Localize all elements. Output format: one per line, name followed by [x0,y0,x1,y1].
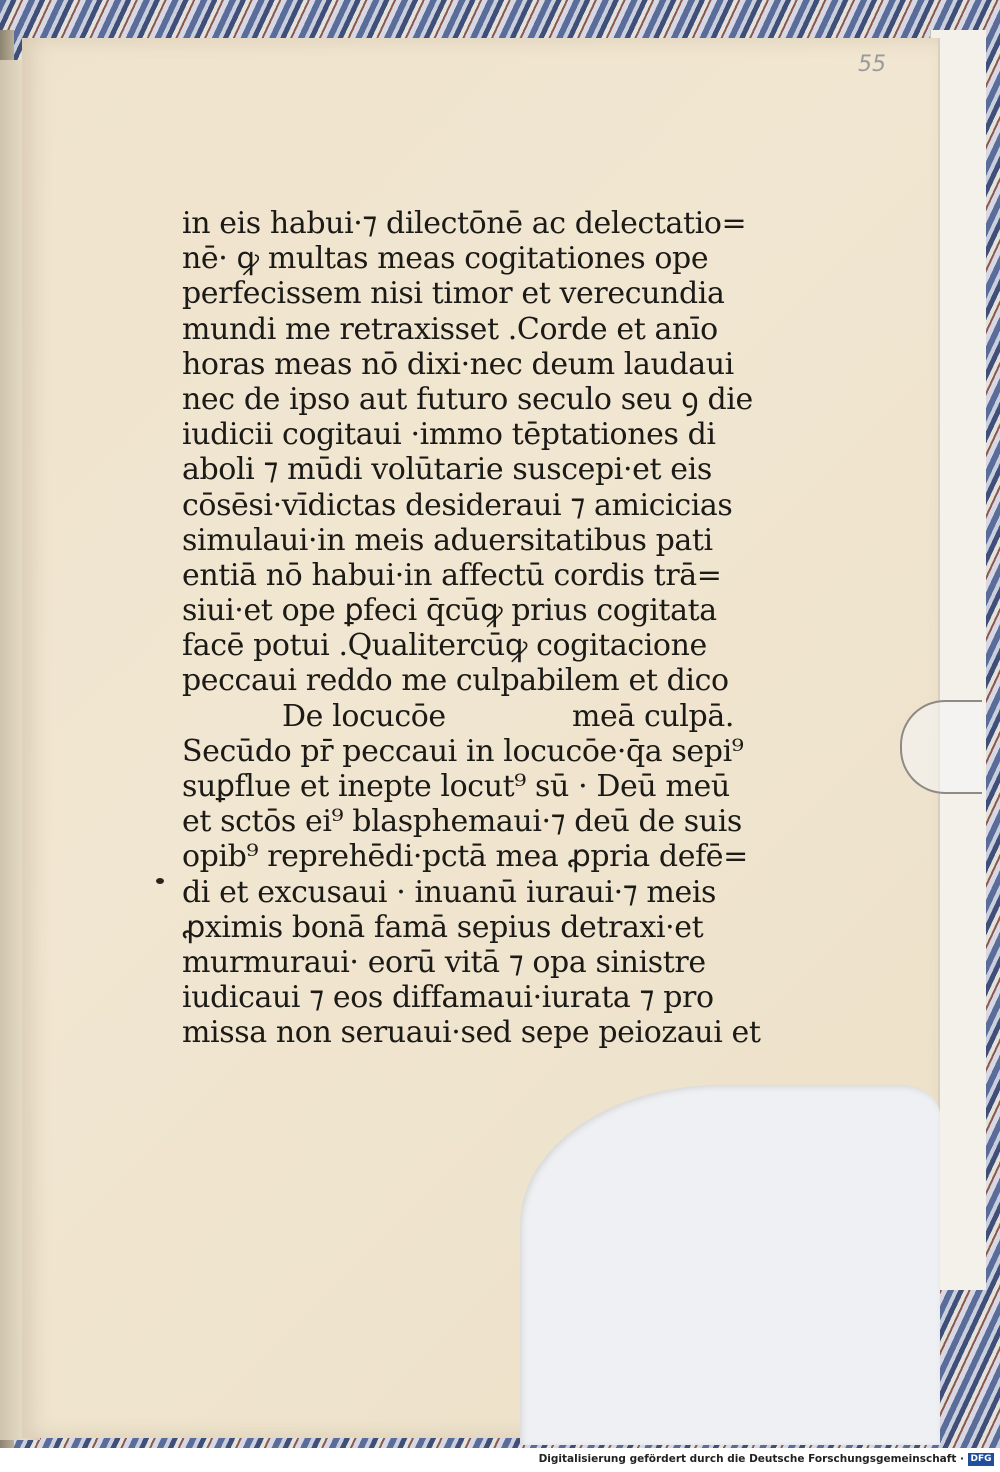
text-line: simulaui·in meis aduersitatibus pati [182,522,713,558]
paper-clip [900,700,982,794]
text-line: siui·et ope ꝑfeci q̄cūꝙ prius cogitata [182,593,717,629]
text-line: suꝑflue et inepte locut⁹ sū · Deū meū [182,769,730,804]
text-line: entiā nō habui·in affectū cordis trā= [182,557,722,593]
text-line: aboli ⁊ mūdi volūtarie suscepi·et eis [182,452,712,488]
text-line: perfecissem nisi timor et verecundia [182,276,725,312]
text-line: iudicaui ⁊ eos diffamaui·iurata ⁊ pro [182,980,714,1016]
section-heading-left: De locucōe [282,698,446,734]
text-line: Secūdo pr̄ peccaui in locucōe·q̄a sepi⁹ [182,733,744,769]
section-heading-right: meā culpā. [572,698,734,734]
footer-bar [0,1448,1000,1472]
text-line: horas meas nō dixi·nec deum laudaui [182,346,734,382]
text-line: iudicii cogitaui ·immo tēptationes di [182,417,716,453]
text-line: murmuraui· eorū vitā ⁊ opa sinistre [182,944,706,980]
text-line: cōsēsi·vīdictas desideraui ⁊ amicicias [182,487,733,523]
text-line: opib⁹ reprehēdi·pctā mea ꝓpria defē= [182,839,748,875]
dfg-logo: DFG [968,1453,994,1466]
text-line: missa non seruaui·sed sepe peiozaui et [182,1015,761,1051]
text-line: et sctōs ei⁹ blasphemaui·⁊ deū de suis [182,804,742,840]
text-line: peccaui reddo me culpabilem et dico [182,663,729,699]
page-damage-area [520,1085,940,1445]
folio-number: 55 [858,52,886,77]
text-line: mundi me retraxisset .Corde et anīo [182,311,718,347]
text-line: nē· ꝙ multas meas cogitationes ope [182,241,709,277]
text-line: nec de ipso aut futuro seculo seu ꝯ die [182,381,753,417]
text-line: ꝓximis bonā famā sepius detraxi·et [182,909,704,945]
digitization-credit: Digitalisierung gefördert durch die Deutsche Forschungsgemeinschaft · [538,1453,964,1465]
text-line: facē potui .Qualitercūꝙ cogitacione [182,628,707,664]
text-block [182,206,782,1051]
text-line: di et excusaui · inuanū iuraui·⁊ meis [182,874,717,910]
text-line: in eis habui·⁊ dilectōnē ac delectatio= [182,206,747,241]
section-heading [182,699,782,734]
ink-mark [156,878,164,884]
